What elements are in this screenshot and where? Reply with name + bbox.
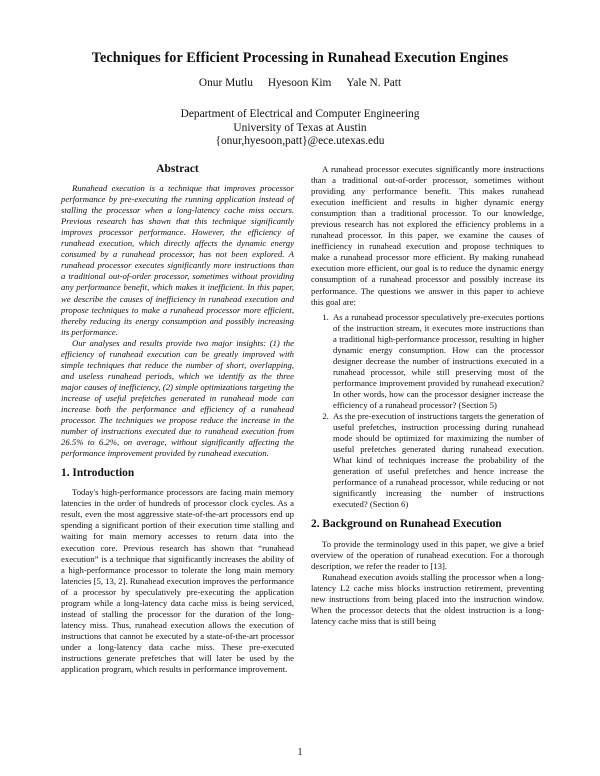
question-item: 1. As a runahead processor speculatively pre-executes portions of the instruction stream, it executes more instructions than a traditional high-performance processor, resulting in higher dynamic energy consumption. How can the processor designer decrease the number of instructions executed in a runahead processor, while still preserving most of the performance improvement provided by runahead execution? In other words, how can the processor designer increase the efficiency of a runahead processor? (Section 5) (331, 312, 544, 411)
affiliation-department: Department of Electrical and Computer Engineering (180, 108, 420, 120)
right-column (311, 164, 544, 627)
section-heading-background: 2. Background on Runahead Execution (311, 518, 502, 531)
abstract-heading: Abstract (156, 163, 199, 175)
intro-paragraph: A runahead processor executes significantly more instructions than a traditional out-of-order processor, sometimes without providing any performance benefit. This makes runahead execution inefficient and results in higher dynamic energy consumption than a traditional processor. To our knowledge, previous research has not explored the efficiency problems in a runahead processor. In this paper, we examine the causes of inefficiency in runahead execution and propose techniques to make a runahead processor more efficient. By making runahead execution more efficient, our goal is to reduce the dynamic energy consumption of a runahead processor and possibly increase its performance. The questions we answer in this paper to achieve this goal are: (311, 164, 544, 307)
affiliation-university: University of Texas at Austin (233, 121, 367, 134)
affiliation-email: {onur,hyesoon,patt}@ece.utexas.edu (215, 135, 385, 147)
background-paragraph: To provide the terminology used in this paper, we give a brief overview of the operation of runahead execution. For a thorough description, we refer the reader to [13]. (311, 538, 544, 571)
background-paragraph: Runahead execution avoids stalling the processor when a long-latency L2 cache miss blocks instruction retirement, preventing new instructions from being placed into the instruction window. When the processor detects that the oldest instruction is a long-latency cache miss that is still being (311, 571, 544, 626)
paper-title: Techniques for Efficient Processing in Runahead Execution Engines (91, 50, 509, 66)
page-number: 1 (297, 747, 303, 758)
author-name: Onur Mutlu (198, 77, 253, 89)
author-list (40, 77, 560, 89)
section-heading-introduction: 1. Introduction (61, 467, 135, 480)
abstract-paragraph: Runahead execution is a technique that improves processor performance by pre-executing the running application instead of stalling the processor when a long-latency cache miss occurs. Previous research has shown that this technique significantly improves processor performance. However, the efficiency of runahead execution, which directly affects the dynamic energy consumed by a runahead processor, has not been explored. A runahead processor executes significantly more instructions than a traditional out-of-order processor, sometimes without providing any performance benefit, which makes it inefficient. In this paper, we describe the causes of inefficiency in runahead execution and propose techniques to make a runahead processor more efficient, thereby reducing its energy consumption and possibly increasing its performance. (61, 183, 294, 337)
left-column (61, 164, 294, 675)
question-item: 2. As the pre-execution of instructions targets the generation of useful prefetches, instruction processing during runahead mode should be optimized for maximizing the number of useful prefetches generated during runahead execution. What kind of techniques increase the probability of the generation of useful prefetches and hence increase the performance of a runahead processor, while reducing or not significantly increasing the number of instructions executed? (Section 6) (331, 411, 544, 510)
affiliation (40, 108, 560, 149)
intro-paragraph: Today's high-performance processors are facing main memory latencies in the order of hundreds of processor clock cycles. As a result, even the most aggressive state-of-the-art processors end up spending a significant portion of their execution time stalling and waiting for main memory accesses to return data into the execution core. Previous research has shown that “runahead execution” is a technique that significantly increases the ability of a high-performance processor to tolerate the long main memory latencies [5, 13, 2]. Runahead execution improves the performance of a processor by speculatively pre-executing the application program while a long-latency data cache miss is being serviced, instead of stalling the processor for the duration of the long-latency miss. Thus, runahead execution allows the execution of instructions that cannot be executed by a state-of-the-art processor under a long-latency data cache miss. These pre-executed instructions generate prefetches that will later be used by the application program, which results in performance improvement. (61, 487, 294, 675)
author-name: Yale N. Patt (346, 77, 402, 89)
abstract-body (61, 183, 294, 459)
question-list (311, 312, 544, 511)
abstract-paragraph: Our analyses and results provide two major insights: (1) the efficiency of runahead execution can be greatly improved with simple techniques that reduce the number of short, overlapping, and useless runahead periods, which we identify as the three major causes of inefficiency, (2) simple optimizations targeting the increase of useful prefetches generated in runahead mode can increase both the performance and efficiency of a runahead processor. The techniques we propose reduce the increase in the number of instructions executed due to runahead execution from 26.5% to 6.2%, on average, without significantly affecting the performance improvement provided by runahead execution. (61, 337, 294, 459)
author-name: Hyesoon Kim (267, 77, 332, 89)
